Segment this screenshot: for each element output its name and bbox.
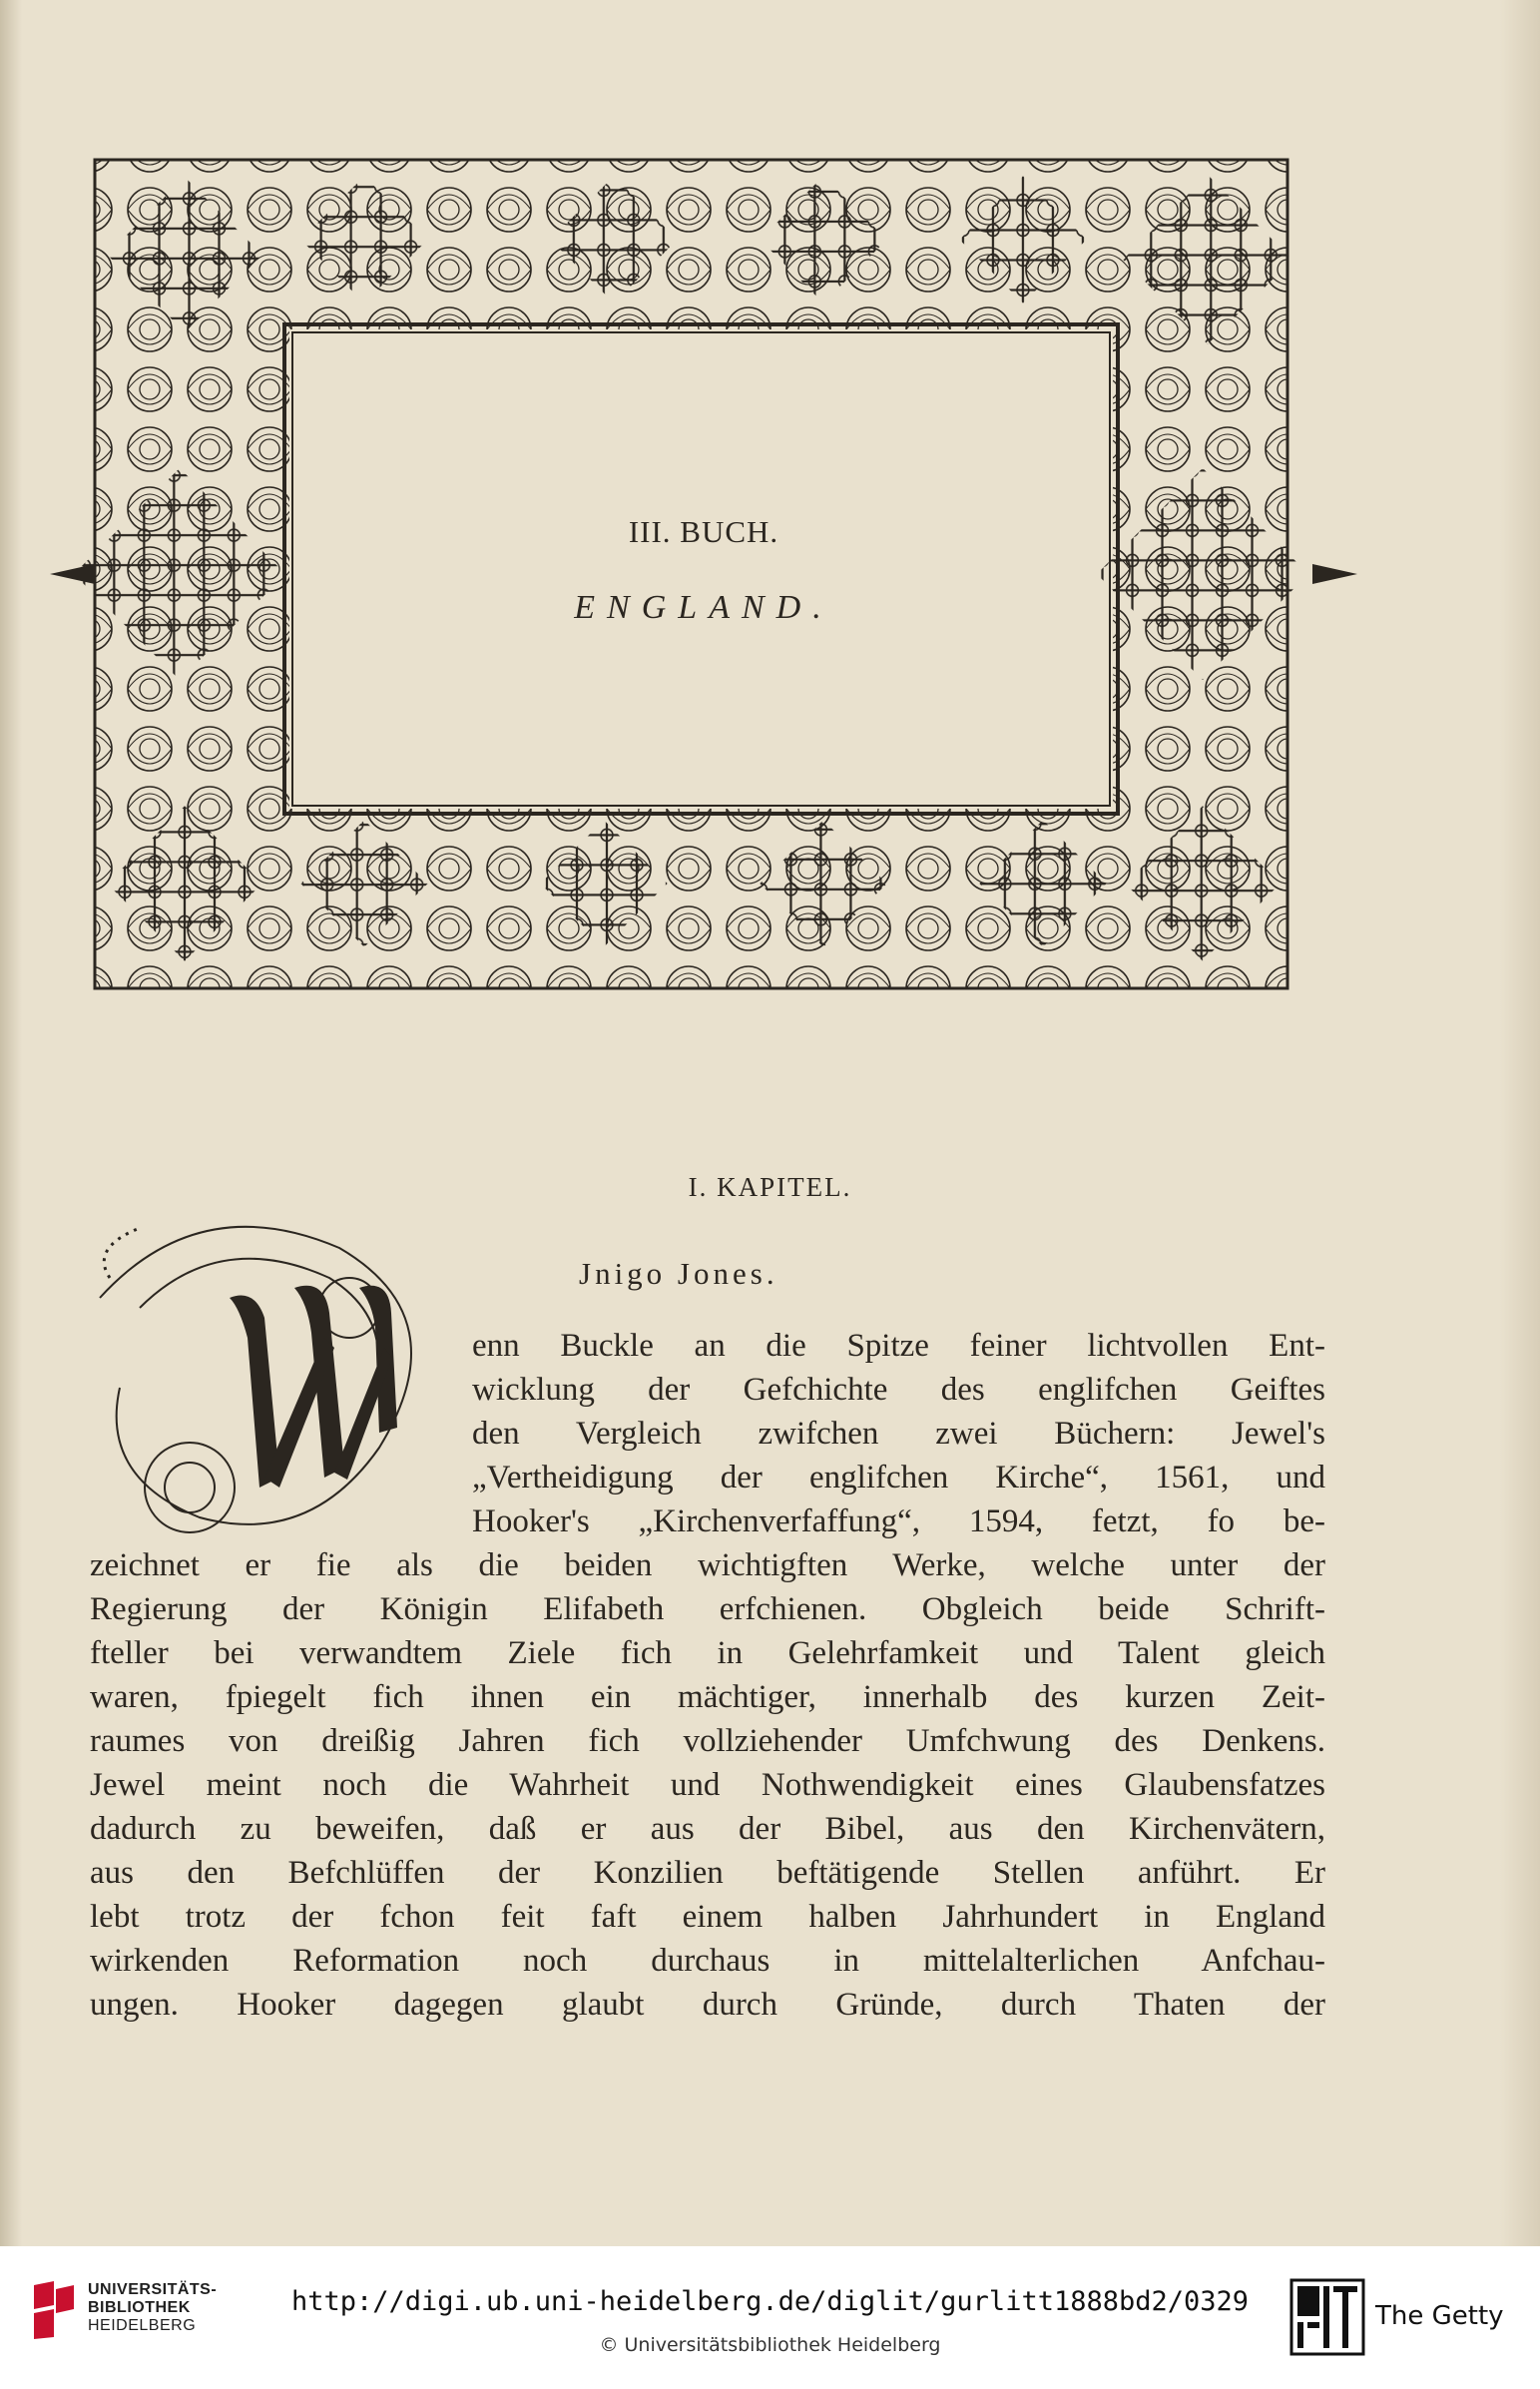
body-line: zeichnet er fie als die beiden wichtigften Werke, welche unter der (90, 1547, 1325, 1583)
body-line: Hooker's „Kirchenverfaffung“, 1594, fetzt, fo be- (472, 1503, 1325, 1539)
body-line: waren, fpiegelt fich ihnen ein mächtiger, innerhalb des kurzen Zeit- (90, 1679, 1325, 1715)
body-line: raumes von dreißig Jahren fich vollziehender Umfchwung des Denkens. (90, 1723, 1325, 1759)
chapter-title: Jnigo Jones. (579, 1256, 778, 1291)
body-line: Jewel meint noch die Wahrheit und Nothwendigkeit eines Glaubensfatzes (90, 1767, 1325, 1803)
getty-logo-icon (1287, 2276, 1367, 2362)
body-line: wirkenden Reformation noch durchaus in mittelalterlichen Anfchau- (90, 1943, 1325, 1979)
body-line: den Vergleich zwifchen zwei Büchern: Jewel's (472, 1416, 1325, 1452)
body-line: „Vertheidigung der englifchen Kirche“, 1561, und (472, 1460, 1325, 1495)
document-url-link[interactable]: http://digi.ub.uni-heidelberg.de/diglit/gurlitt1888bd2/0329 (290, 2286, 1250, 2317)
decorated-initial-w-icon (80, 1188, 469, 1567)
book-label: III. BUCH. (628, 514, 779, 549)
body-line: wicklung der Gefchichte des englifchen Geiftes (472, 1372, 1325, 1408)
copyright-notice: © Universitätsbibliothek Heidelberg (599, 2334, 941, 2356)
body-line: aus den Befchlüffen der Konzilien beftätigende Stellen anführt. Er (90, 1855, 1325, 1891)
body-line: enn Buckle an die Spitze feiner lichtvollen Ent- (472, 1328, 1325, 1364)
book-title: ENGLAND. (574, 589, 833, 626)
body-line: fteller bei verwandtem Ziele fich in Gelehrfamkeit und Talent gleich (90, 1635, 1325, 1671)
ornamental-frame (0, 0, 1540, 1018)
library-name-line1: UNIVERSITÄTS- (88, 2281, 218, 2298)
getty-label: The Getty (1375, 2301, 1504, 2331)
chapter-label: I. KAPITEL. (688, 1172, 852, 1202)
library-name-line3: HEIDELBERG (88, 2317, 197, 2334)
body-line: lebt trotz der fchon feit faft einem halben Jahrhundert in England (90, 1899, 1325, 1935)
body-line: Regierung der Königin Elifabeth erfchienen. Obgleich beide Schrift- (90, 1591, 1325, 1627)
library-name-line2: BIBLIOTHEK (88, 2299, 191, 2316)
body-line: ungen. Hooker dagegen glaubt durch Gründe, durch Thaten der (90, 1987, 1325, 2023)
body-line: dadurch zu beweifen, daß er aus der Bibel, aus den Kirchenvätern, (90, 1811, 1325, 1847)
